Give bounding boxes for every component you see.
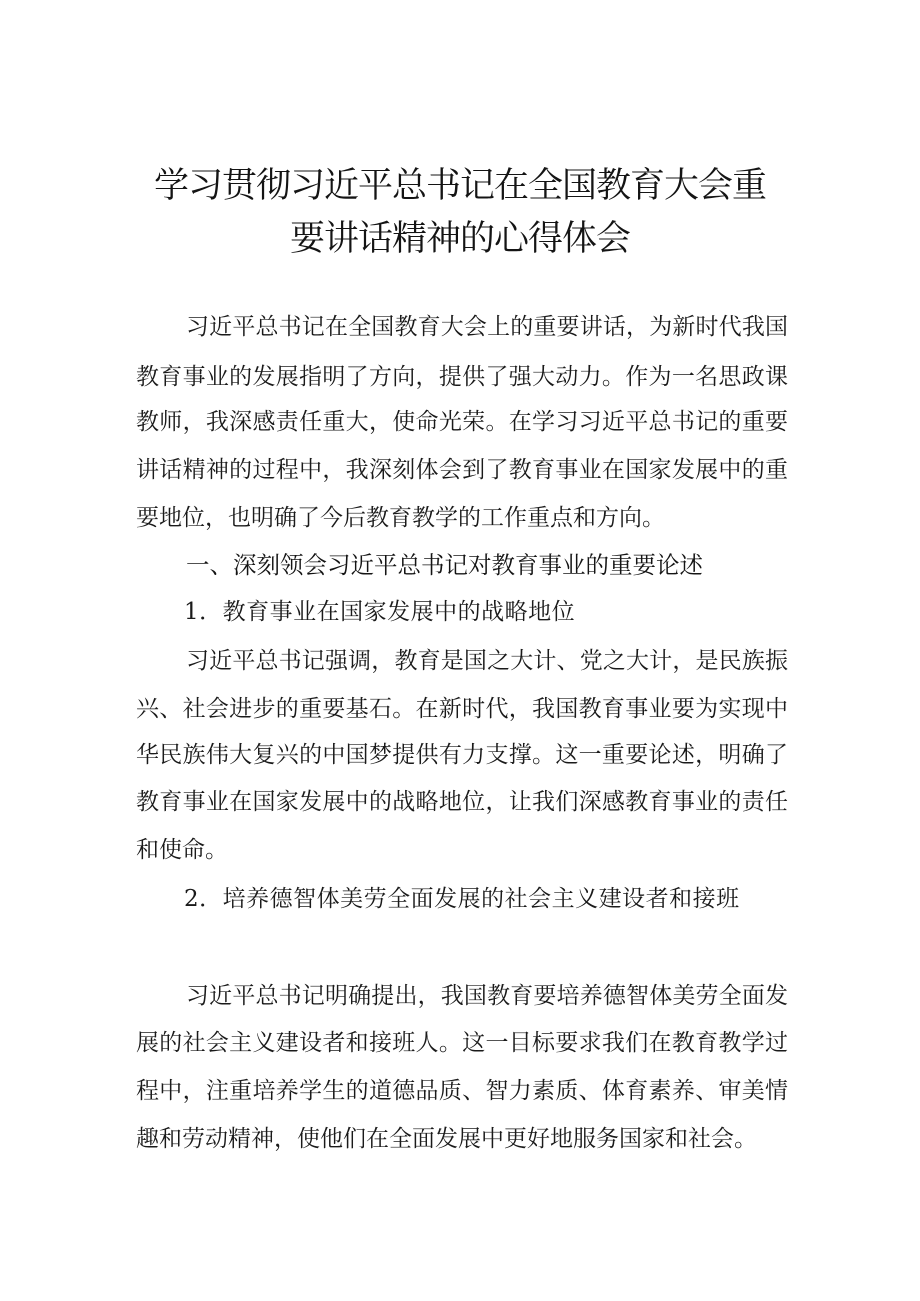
intro-line-2: 教育事业的发展指明了方向，提供了强大动力。作为一名思政课 [136,364,788,390]
sub2-line-3: 程中，注重培养学生的道德品质、智力素质、体育素养、审美情 [136,1078,788,1104]
sub1-line-5: 和使命。 [136,837,228,863]
document-title-line-1: 学习贯彻习近平总书记在全国教育大会重 [153,166,766,206]
sub1-line-2: 兴、社会进步的重要基石。在新时代，我国教育事业要为实现中 [136,696,788,722]
section-1-heading: 一、深刻领会习近平总书记对教育事业的重要论述 [186,551,703,579]
sub1-line-4: 教育事业在国家发展中的战略地位，让我们深感教育事业的责任 [136,789,788,815]
subsection-1-heading: 1．教育事业在国家发展中的战略地位 [184,599,576,625]
document-title-line-2: 要讲话精神的心得体会 [289,219,630,259]
intro-line-4: 讲话精神的过程中，我深刻体会到了教育事业在国家发展中的重 [136,457,788,483]
sub2-line-4: 趣和劳动精神，使他们在全面发展中更好地服务国家和社会。 [136,1126,757,1152]
intro-line-3: 教师，我深感责任重大，使命光荣。在学习习近平总书记的重要 [136,409,788,435]
intro-line-1: 习近平总书记在全国教育大会上的重要讲话，为新时代我国 [186,314,788,340]
sub2-line-1: 习近平总书记明确提出，我国教育要培养德智体美劳全面发 [186,983,788,1009]
intro-line-5: 要地位，也明确了今后教育教学的工作重点和方向。 [136,505,665,531]
sub1-line-3: 华民族伟大复兴的中国梦提供有力支撑。这一重要论述，明确了 [136,742,788,768]
subsection-2-heading: 2．培养德智体美劳全面发展的社会主义建设者和接班 [184,886,740,912]
sub1-line-1: 习近平总书记强调，教育是国之大计、党之大计，是民族振 [186,648,788,674]
sub2-line-2: 展的社会主义建设者和接班人。这一目标要求我们在教育教学过 [136,1030,788,1056]
